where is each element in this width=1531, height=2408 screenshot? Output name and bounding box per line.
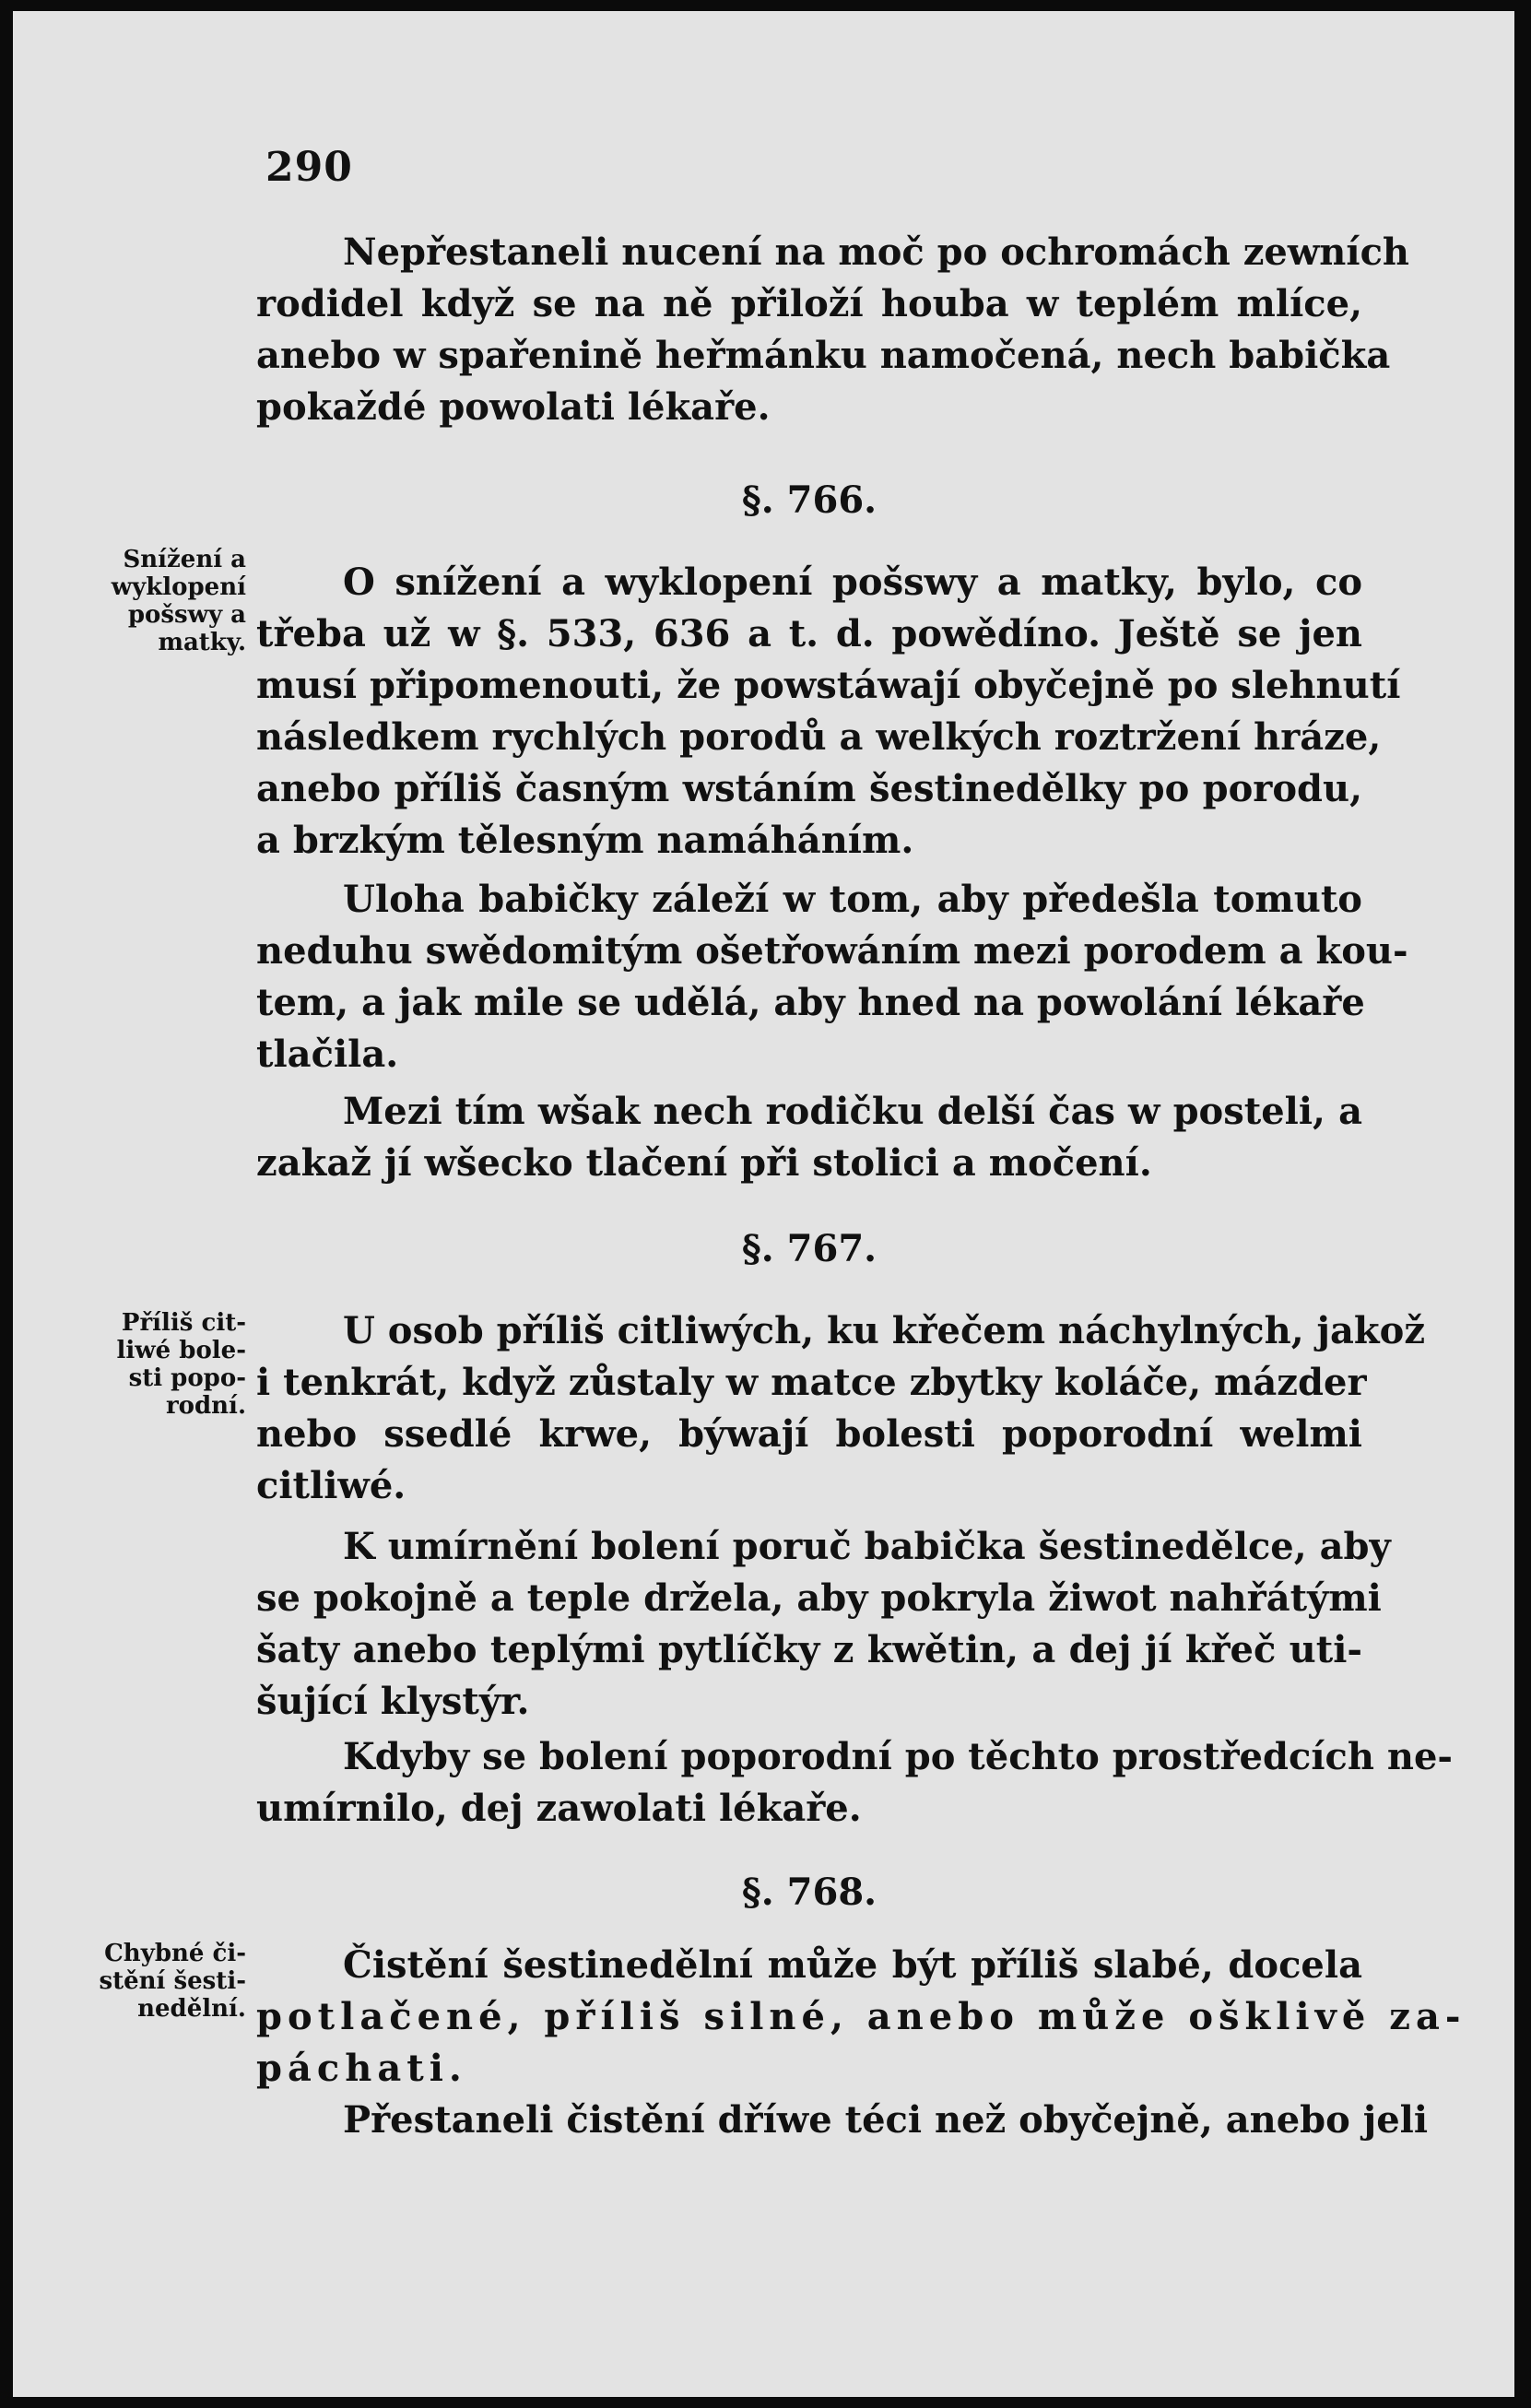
marginal-note-767 — [62, 1309, 246, 1420]
marginal-note-766 — [62, 546, 246, 656]
text-line: rodidel když se na ně přiloží houba w teplém mlíce, — [256, 282, 1362, 325]
text-line: tlačila. — [256, 1033, 399, 1076]
text-line: anebo příliš časným wstáním šestinedělky po porodu, — [256, 767, 1362, 810]
marginal-line: liwé bole- — [116, 1337, 246, 1364]
text-line: Čistění šestinedělní může být příliš slabé, docela — [343, 1943, 1362, 1987]
text-line: Kdyby se bolení poporodní po těchto prostředcích ne- — [343, 1735, 1454, 1778]
text-line: šaty anebo teplými pytlíčky z kwětin, a dej jí křeč uti- — [256, 1628, 1362, 1671]
text-line: Přestaneli čistění dříwe téci než obyčejně, anebo jeli — [343, 2098, 1429, 2142]
paragraph-768-2 — [256, 2095, 1429, 2146]
marginal-line: Snížení a — [123, 546, 246, 573]
marginal-line: matky. — [158, 629, 246, 656]
marginal-note-768 — [62, 1940, 246, 2023]
text-line: tem, a jak mile se udělá, aby hned na powolání lékaře — [256, 981, 1365, 1024]
text-line: Uloha babičky záleží w tom, aby předešla tomuto — [343, 878, 1362, 921]
marginal-line: Chybné či- — [104, 1940, 246, 1967]
paragraph-767-3 — [256, 1731, 1454, 1835]
paragraph-766-1 — [256, 557, 1401, 867]
paragraph-767-2 — [256, 1521, 1391, 1728]
text-line: a brzkým tělesným namáháním. — [256, 819, 914, 862]
text-line: umírnilo, dej zawolati lékaře. — [256, 1787, 862, 1830]
text-line: potlačené, příliš silné, anebo může ošklivě za- — [256, 1995, 1466, 2038]
text-line: U osob příliš citliwých, ku křečem náchylných, jakož — [343, 1309, 1426, 1352]
text-line: Mezi tím wšak nech rodičku delší čas w posteli, a — [343, 1090, 1362, 1133]
marginal-line: stění šesti- — [99, 1967, 246, 1995]
section-heading-767: §. 767. — [741, 1227, 877, 1270]
text-line: musí připomenouti, že powstáwají obyčejně po slehnutí — [256, 664, 1401, 707]
text-line: anebo w spařenině heřmánku namočená, nech babička — [256, 334, 1391, 377]
paragraph-766-2 — [256, 874, 1408, 1080]
text-line: šující klystýr. — [256, 1680, 530, 1723]
paragraph-768-1 — [256, 1940, 1466, 2095]
text-line: Nepřestaneli nucení na moč po ochromách zewních — [343, 230, 1410, 274]
text-line: i tenkrát, když zůstaly w matce zbytky koláče, mázder — [256, 1361, 1367, 1404]
marginal-line: sti popo- — [128, 1364, 246, 1392]
text-line: následkem rychlých porodů a welkých roztržení hráze, — [256, 715, 1382, 759]
paragraph-continuation — [256, 227, 1410, 433]
paragraph-767-1 — [256, 1305, 1426, 1512]
text-line: se pokojně a teple držela, aby pokryla žiwot nahřátými — [256, 1576, 1382, 1620]
text-line: neduhu swědomitým ošetřowáním mezi porodem a kou- — [256, 929, 1408, 973]
marginal-line: pošswy a — [127, 601, 246, 629]
section-heading-766: §. 766. — [741, 478, 877, 522]
marginal-line: wyklopení — [111, 573, 246, 601]
marginal-line: rodní. — [165, 1392, 246, 1420]
text-line: K umírnění bolení poruč babička šestinedělce, aby — [343, 1525, 1391, 1568]
marginal-line: nedělní. — [137, 1995, 246, 2023]
text-line: třeba už w §. 533, 636 a t. d. powědíno. Ještě se jen — [256, 612, 1362, 655]
text-line: zakaž jí wšecko tlačení při stolici a močení. — [256, 1141, 1152, 1185]
paragraph-766-3 — [256, 1086, 1362, 1189]
text-line: páchati. — [256, 2047, 467, 2090]
page-number: 290 — [265, 144, 353, 191]
section-heading-768: §. 768. — [741, 1871, 877, 1914]
text-line: citliwé. — [256, 1464, 406, 1507]
text-line: O snížení a wyklopení pošswy a matky, bylo, co — [343, 561, 1362, 604]
text-line: nebo ssedlé krwe, býwají bolesti poporodní welmi — [256, 1412, 1362, 1456]
book-page — [13, 11, 1514, 2397]
marginal-line: Příliš cit- — [121, 1309, 246, 1337]
text-line: pokaždé powolati lékaře. — [256, 385, 771, 429]
